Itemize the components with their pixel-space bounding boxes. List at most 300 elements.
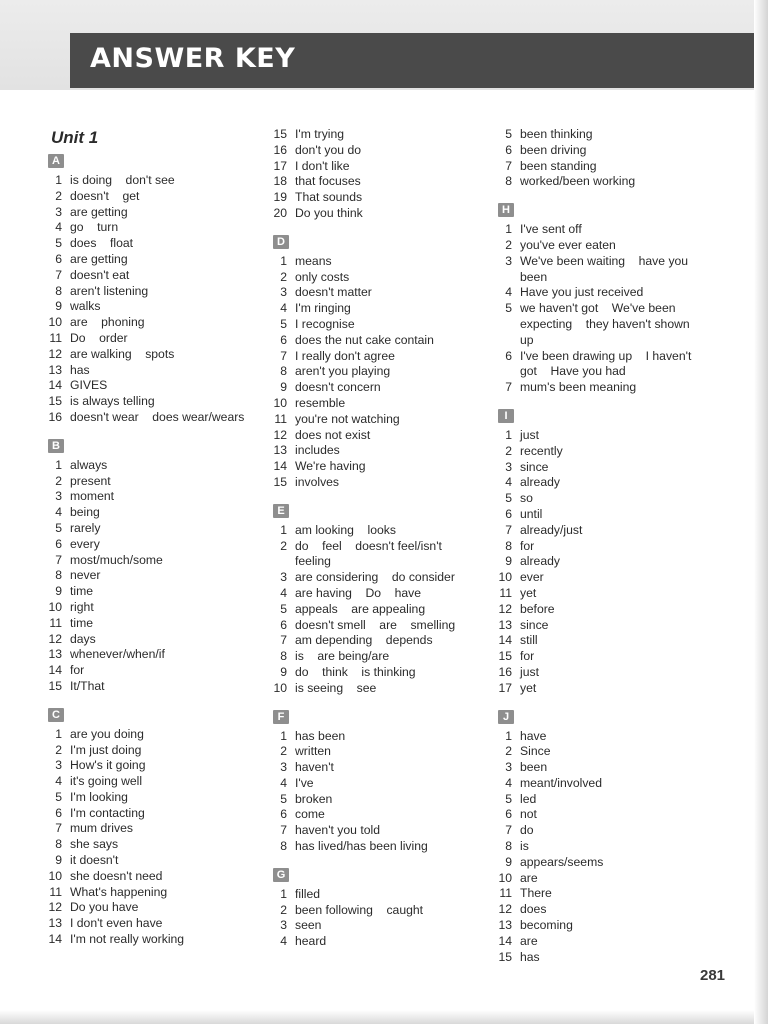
- answer-item: [42, 489, 262, 505]
- answer-item: [492, 174, 732, 190]
- answer-item: [492, 760, 732, 776]
- answer-text: has been: [295, 728, 346, 743]
- section-badge-d: D: [273, 235, 289, 249]
- answer-text: for: [520, 538, 535, 553]
- answer-text: filled: [295, 886, 321, 901]
- answer-text: appears/seems: [520, 854, 604, 869]
- answer-text: yet: [520, 585, 537, 600]
- answer-item: [42, 378, 262, 394]
- answer-text: Have you just received: [520, 285, 644, 300]
- answer-number: 1: [280, 886, 287, 901]
- answer-item: [42, 584, 262, 600]
- answer-item: [492, 143, 732, 159]
- answer-text: are you doing: [70, 726, 144, 741]
- answer-item: [267, 586, 482, 602]
- answer-item: [42, 205, 262, 221]
- answer-item: [267, 317, 482, 333]
- answer-item: [42, 252, 262, 268]
- answer-text: doesn't matter: [295, 285, 372, 300]
- answer-item: [42, 647, 262, 663]
- section-g-continued: [492, 127, 732, 190]
- section-badge-g: G: [273, 868, 289, 882]
- answer-item: [267, 174, 482, 190]
- answer-item: [492, 586, 732, 602]
- answer-text: am depending depends: [295, 633, 433, 648]
- answer-text: being: [70, 505, 100, 520]
- answer-number: 8: [55, 837, 62, 852]
- section-badge-f: F: [273, 710, 289, 724]
- answer-number: 4: [55, 220, 62, 235]
- section-c-continued: [267, 127, 482, 222]
- answer-number: 3: [280, 760, 287, 775]
- answer-text: are: [520, 933, 538, 948]
- answer-text: already: [520, 475, 560, 490]
- answer-text: already/just: [520, 522, 583, 537]
- answer-item: [42, 394, 262, 410]
- answer-item: [492, 475, 732, 491]
- answer-number: 16: [498, 664, 512, 679]
- answer-text: doesn't wear does wear/wears: [70, 409, 245, 424]
- answer-item: [267, 823, 482, 839]
- answer-text: includes: [295, 443, 340, 458]
- answer-text: go turn: [70, 220, 119, 235]
- answer-text: haven't you told: [295, 823, 380, 838]
- answer-text: Do you think: [295, 205, 363, 220]
- answer-item: [42, 916, 262, 932]
- answer-item: [42, 299, 262, 315]
- answer-item: [267, 428, 482, 444]
- answer-text: Do you have: [70, 900, 139, 915]
- answer-number: 5: [505, 127, 512, 141]
- answer-item: [42, 347, 262, 363]
- answer-number: 6: [505, 142, 512, 157]
- answer-number: 13: [498, 617, 512, 632]
- answer-item: [42, 616, 262, 632]
- answer-text: doesn't smell are smelling: [295, 617, 456, 632]
- answer-number: 10: [273, 395, 287, 410]
- answer-text: she doesn't need: [70, 868, 163, 883]
- answer-item: [492, 839, 732, 855]
- answer-number: 14: [48, 378, 62, 393]
- answer-number: 11: [49, 884, 62, 899]
- answer-item: [492, 665, 732, 681]
- answer-text: until: [520, 506, 543, 521]
- answer-item: [267, 333, 482, 349]
- answer-text: doesn't concern: [295, 380, 381, 395]
- answer-item: [267, 633, 482, 649]
- answer-item: [42, 553, 262, 569]
- answer-item: [42, 790, 262, 806]
- answer-text: haven't: [295, 760, 334, 775]
- answer-item: [492, 380, 732, 396]
- answer-number: 10: [273, 680, 287, 695]
- answer-item: [492, 934, 732, 950]
- answer-number: 1: [55, 173, 62, 187]
- answer-number: 3: [505, 459, 512, 474]
- answer-number: 10: [498, 870, 512, 885]
- column-3: [492, 127, 732, 965]
- answer-text: I'm just doing: [70, 742, 142, 757]
- answer-text: since: [520, 459, 549, 474]
- answer-number: 12: [48, 346, 62, 361]
- answer-number: 7: [55, 552, 62, 567]
- answer-text: heard: [295, 934, 327, 949]
- answer-item: [42, 410, 262, 426]
- answer-item: [267, 918, 482, 934]
- answer-item: [492, 776, 732, 792]
- answer-text: since: [520, 617, 549, 632]
- answer-item: [267, 760, 482, 776]
- answer-item: [492, 744, 732, 760]
- answer-item: [267, 396, 482, 412]
- answer-text: led: [520, 791, 537, 806]
- answer-item: [492, 570, 732, 586]
- answer-text: Do order: [70, 330, 128, 345]
- answer-number: 8: [55, 283, 62, 298]
- answer-text: just: [520, 427, 539, 442]
- answer-number: 2: [280, 538, 287, 553]
- answer-item: [492, 460, 732, 476]
- answer-item: [267, 285, 482, 301]
- answer-text: I'm ringing: [295, 301, 351, 316]
- answer-item: [42, 758, 262, 774]
- answer-number: 6: [505, 348, 512, 363]
- answer-item: [267, 190, 482, 206]
- answer-number: 4: [280, 301, 287, 316]
- answer-text: not: [520, 807, 537, 822]
- answer-text: does not exist: [295, 427, 371, 442]
- answer-text: I don't even have: [70, 916, 163, 931]
- answer-text: come: [295, 807, 325, 822]
- answer-number: 11: [274, 411, 287, 426]
- answer-number: 7: [505, 158, 512, 173]
- section-badge-h: H: [498, 203, 514, 217]
- column-1: [42, 127, 262, 948]
- answer-item: [267, 364, 482, 380]
- answer-number: 8: [280, 364, 287, 379]
- section-badge-c: C: [48, 708, 64, 722]
- answer-text: am looking looks: [295, 522, 396, 537]
- answer-number: 2: [505, 237, 512, 252]
- answer-number: 9: [280, 380, 287, 395]
- answer-number: 16: [48, 409, 62, 424]
- section-j: [492, 705, 732, 966]
- answer-text: I've sent off: [520, 222, 582, 237]
- answer-text: I've been drawing up I haven't got Have you had: [520, 348, 692, 379]
- answer-item: [492, 238, 732, 254]
- answer-item: [42, 474, 262, 490]
- answer-text: walks: [70, 299, 101, 314]
- answer-number: 5: [505, 791, 512, 806]
- answer-text: aren't listening: [70, 283, 149, 298]
- answer-number: 1: [280, 253, 287, 268]
- answer-list: [42, 173, 262, 426]
- answer-number: 2: [280, 902, 287, 917]
- answer-item: [42, 458, 262, 474]
- answer-number: 8: [280, 839, 287, 854]
- answer-number: 6: [55, 536, 62, 551]
- answer-text: What's happening: [70, 884, 168, 899]
- answer-item: [492, 222, 732, 238]
- answer-number: 5: [505, 491, 512, 506]
- answer-number: 10: [48, 315, 62, 330]
- answer-item: [42, 853, 262, 869]
- answer-number: 14: [48, 932, 62, 947]
- section-badge-i: I: [498, 409, 514, 423]
- answer-number: 2: [55, 473, 62, 488]
- answer-number: 13: [48, 916, 62, 931]
- answer-item: [42, 900, 262, 916]
- answer-number: 3: [55, 758, 62, 773]
- answer-item: [492, 649, 732, 665]
- answer-item: [492, 823, 732, 839]
- answer-text: been thinking: [520, 127, 593, 141]
- answer-text: is: [520, 839, 529, 854]
- answer-text: you've ever eaten: [520, 237, 616, 252]
- answer-list: [492, 222, 732, 396]
- section-a: [42, 149, 262, 426]
- answer-number: 5: [55, 236, 62, 251]
- answer-number: 6: [280, 617, 287, 632]
- answer-number: 17: [273, 158, 287, 173]
- answer-item: [42, 505, 262, 521]
- answer-text: already: [520, 554, 560, 569]
- answer-item: [267, 618, 482, 634]
- answer-text: been standing: [520, 158, 597, 173]
- answer-item: [267, 459, 482, 475]
- answer-number: 8: [55, 568, 62, 583]
- answer-number: 5: [280, 316, 287, 331]
- answer-item: [267, 887, 482, 903]
- answer-item: [492, 855, 732, 871]
- answer-text: for: [520, 649, 535, 664]
- answer-text: still: [520, 633, 538, 648]
- answer-number: 1: [55, 726, 62, 741]
- answer-text: do think is thinking: [295, 664, 416, 679]
- answer-number: 5: [280, 601, 287, 616]
- answer-number: 6: [505, 807, 512, 822]
- section-badge-e: E: [273, 504, 289, 518]
- answer-item: [42, 189, 262, 205]
- answer-number: 7: [505, 522, 512, 537]
- answer-text: never: [70, 568, 101, 583]
- section-f: [267, 705, 482, 855]
- answer-item: [492, 254, 732, 286]
- answer-number: 1: [280, 522, 287, 537]
- answer-number: 14: [273, 459, 287, 474]
- answer-item: [42, 774, 262, 790]
- answer-text: recently: [520, 443, 563, 458]
- answer-text: appeals are appealing: [295, 601, 426, 616]
- answer-text: is doing don't see: [70, 173, 175, 187]
- answer-item: [267, 807, 482, 823]
- answer-text: written: [295, 744, 331, 759]
- answer-text: I'm not really working: [70, 932, 185, 947]
- answer-text: always: [70, 457, 108, 472]
- answer-text: doesn't eat: [70, 267, 130, 282]
- answer-item: [267, 665, 482, 681]
- answer-item: [492, 792, 732, 808]
- answer-number: 2: [55, 742, 62, 757]
- section-g: [267, 863, 482, 950]
- unit-title: Unit 1: [51, 128, 99, 147]
- answer-list: [267, 523, 482, 697]
- answer-text: time: [70, 584, 94, 599]
- answer-item: [267, 301, 482, 317]
- answer-number: 2: [280, 744, 287, 759]
- answer-item: [492, 918, 732, 934]
- answer-text: moment: [70, 489, 115, 504]
- answer-text: are getting: [70, 204, 128, 219]
- answer-list: [42, 458, 262, 695]
- answer-item: [267, 681, 482, 697]
- section-badge-a: A: [48, 154, 64, 168]
- answer-item: [267, 349, 482, 365]
- answer-item: [267, 443, 482, 459]
- answer-item: [267, 127, 482, 143]
- answer-number: 20: [273, 205, 287, 220]
- answer-item: [42, 537, 262, 553]
- answer-number: 3: [280, 285, 287, 300]
- answer-number: 9: [55, 853, 62, 868]
- answer-item: [267, 649, 482, 665]
- answer-number: 2: [505, 443, 512, 458]
- header-bar: [70, 33, 755, 88]
- answer-text: I really don't agree: [295, 348, 395, 363]
- section-badge-j: J: [498, 710, 514, 724]
- answer-item: [492, 950, 732, 966]
- answer-item: [267, 143, 482, 159]
- answer-number: 7: [55, 821, 62, 836]
- answer-text: does: [520, 902, 547, 917]
- answer-item: [42, 236, 262, 252]
- answer-number: 7: [505, 380, 512, 395]
- answer-text: has lived/has been living: [295, 839, 428, 854]
- answer-text: you're not watching: [295, 411, 400, 426]
- answer-text: do feel doesn't feel/isn't feeling: [295, 538, 442, 569]
- answer-text: I'm contacting: [70, 805, 145, 820]
- answer-number: 9: [505, 854, 512, 869]
- answer-number: 15: [48, 394, 62, 409]
- answer-item: [42, 743, 262, 759]
- answer-text: means: [295, 253, 332, 268]
- answer-text: has: [70, 362, 90, 377]
- answer-text: have: [520, 728, 547, 743]
- answer-item: [267, 206, 482, 222]
- answer-text: before: [520, 601, 555, 616]
- answer-item: [492, 618, 732, 634]
- answer-number: 2: [280, 269, 287, 284]
- answer-number: 6: [280, 807, 287, 822]
- answer-item: [42, 679, 262, 695]
- answer-number: 10: [48, 868, 62, 883]
- answer-number: 4: [55, 774, 62, 789]
- answer-text: does the nut cake contain: [295, 332, 434, 347]
- answer-item: [42, 806, 262, 822]
- answer-item: [267, 903, 482, 919]
- answer-number: 4: [280, 934, 287, 949]
- section-badge-b: B: [48, 439, 64, 453]
- answer-number: 11: [499, 585, 512, 600]
- page-edge-shadow: [0, 1010, 768, 1024]
- answer-item: [267, 380, 482, 396]
- answer-number: 16: [273, 142, 287, 157]
- answer-text: that focuses: [295, 174, 361, 189]
- section-b: [42, 434, 262, 695]
- answer-text: for: [70, 663, 85, 678]
- answer-item: [42, 885, 262, 901]
- answer-number: 9: [280, 664, 287, 679]
- answer-text: whenever/when/if: [70, 647, 165, 662]
- answer-item: [492, 871, 732, 887]
- answer-number: 1: [505, 728, 512, 743]
- answer-number: 9: [55, 584, 62, 599]
- answer-item: [267, 475, 482, 491]
- answer-list: [267, 127, 482, 222]
- answer-list: [492, 729, 732, 966]
- answer-text: becoming: [520, 918, 573, 933]
- answer-number: 14: [498, 633, 512, 648]
- answer-number: 14: [48, 663, 62, 678]
- answer-text: is seeing see: [295, 680, 377, 695]
- answer-item: [42, 331, 262, 347]
- answer-item: [492, 507, 732, 523]
- answer-text: We've been waiting have you been: [520, 253, 689, 284]
- answer-number: 6: [280, 332, 287, 347]
- answer-item: [267, 539, 482, 571]
- answer-list: [267, 254, 482, 491]
- answer-text: I've: [295, 775, 314, 790]
- answer-number: 4: [280, 585, 287, 600]
- answer-text: I'm looking: [70, 789, 128, 804]
- answer-number: 9: [55, 299, 62, 314]
- answer-text: time: [70, 615, 94, 630]
- answer-text: rarely: [70, 520, 101, 535]
- answer-text: been following caught: [295, 902, 424, 917]
- answer-text: are considering do consider: [295, 570, 455, 585]
- answer-item: [42, 284, 262, 300]
- answer-item: [492, 444, 732, 460]
- answer-number: 2: [55, 188, 62, 203]
- answer-item: [42, 837, 262, 853]
- answer-number: 5: [505, 301, 512, 316]
- answer-list: [492, 127, 732, 190]
- answer-number: 8: [505, 538, 512, 553]
- answer-item: [492, 807, 732, 823]
- answer-item: [492, 428, 732, 444]
- answer-number: 12: [48, 900, 62, 915]
- answer-item: [492, 159, 732, 175]
- page-number: 281: [700, 967, 726, 984]
- answer-text: most/much/some: [70, 552, 163, 567]
- answer-item: [42, 663, 262, 679]
- answer-number: 4: [505, 775, 512, 790]
- answer-text: present: [70, 473, 111, 488]
- answer-number: 3: [505, 760, 512, 775]
- answer-item: [492, 681, 732, 697]
- answer-number: 15: [498, 649, 512, 664]
- answer-text: are getting: [70, 251, 128, 266]
- answer-number: 12: [48, 631, 62, 646]
- section-c: [42, 703, 262, 948]
- answer-text: are phoning: [70, 315, 145, 330]
- answer-number: 1: [55, 457, 62, 472]
- answer-text: broken: [295, 791, 333, 806]
- answer-number: 12: [273, 427, 287, 442]
- answer-item: [267, 934, 482, 950]
- answer-number: 8: [280, 649, 287, 664]
- answer-item: [492, 523, 732, 539]
